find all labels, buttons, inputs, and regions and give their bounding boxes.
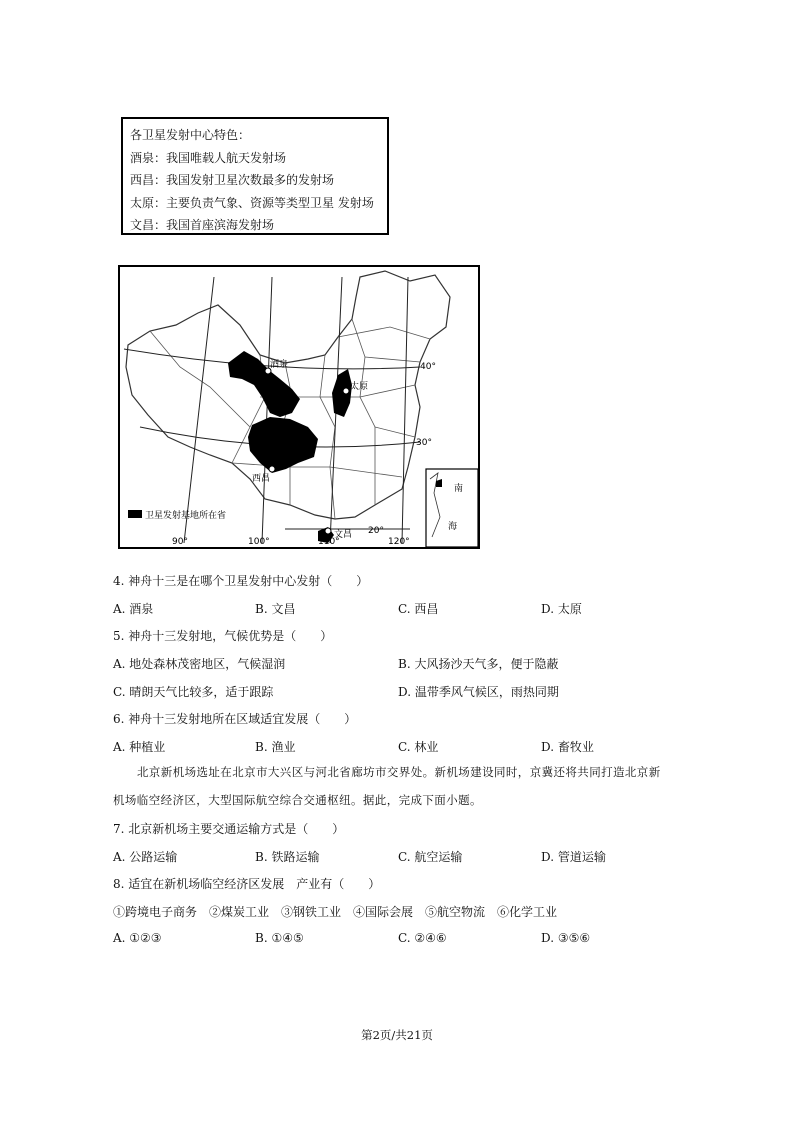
- q8-option-b[interactable]: B. ①④⑤: [255, 931, 304, 945]
- question-7-stem: 7. 北京新机场主要交通运输方式是（ ）: [113, 822, 345, 836]
- wenchang-marker: [325, 528, 331, 534]
- q8-option-a[interactable]: A. ①②③: [113, 931, 162, 945]
- info-line-xichang: 西昌：我国发射卫星次数最多的发射场: [130, 173, 335, 187]
- q4-option-d[interactable]: D. 太原: [541, 602, 582, 616]
- launch-center-info-box: [121, 117, 389, 235]
- q7-option-d[interactable]: D. 管道运输: [541, 850, 606, 864]
- q5-option-b[interactable]: B. 大风扬沙天气多，便于隐蔽: [398, 657, 559, 671]
- shanxi-region: [332, 369, 352, 417]
- label-lon-120: 120°: [388, 537, 410, 547]
- q8-option-d[interactable]: D. ③⑤⑥: [541, 931, 591, 945]
- q7-option-b[interactable]: B. 铁路运输: [255, 850, 320, 864]
- map-svg: [120, 267, 478, 547]
- legend-swatch: [128, 510, 142, 518]
- q6-option-b[interactable]: B. 渔业: [255, 740, 296, 754]
- info-box-title: 各卫星发射中心特色：: [130, 128, 251, 142]
- q4-option-b[interactable]: B. 文昌: [255, 602, 296, 616]
- question-8-items: ①跨境电子商务 ②煤炭工业 ③钢铁工业 ④国际会展 ⑤航空物流 ⑥化学工业: [113, 905, 558, 919]
- label-lat-30: 30°: [416, 438, 432, 448]
- q7-option-a[interactable]: A. 公路运输: [113, 850, 178, 864]
- info-line-taiyuan: 太原：主要负责气象、资源等类型卫星 发射场: [130, 195, 374, 210]
- q4-option-a[interactable]: A. 酒泉: [113, 602, 154, 616]
- legend-label: 卫星发射基地所在省: [145, 511, 227, 521]
- label-lon-90: 90°: [172, 537, 188, 547]
- q5-option-a[interactable]: A. 地处森林茂密地区，气候湿润: [113, 657, 286, 671]
- q5-option-c[interactable]: C. 晴朗天气比较多，适于跟踪: [113, 685, 274, 699]
- page-number: 第2页/共21页: [361, 1028, 433, 1042]
- q6-option-d[interactable]: D. 畜牧业: [541, 740, 594, 754]
- info-line-jiuquan: 酒泉：我国唯载人航天发射场: [130, 150, 287, 165]
- question-5-stem: 5. 神舟十三发射地，气候优势是（ ）: [113, 629, 333, 643]
- q8-option-c[interactable]: C. ②④⑥: [398, 931, 447, 945]
- xichang-marker: [269, 466, 275, 472]
- question-4-stem: 4. 神舟十三是在哪个卫星发射中心发射（ ）: [113, 574, 369, 588]
- inset-label-nan: 南: [454, 484, 464, 494]
- question-8-stem: 8. 适宜在新机场临空经济区发展 产业有（ ）: [113, 877, 381, 891]
- map-legend: [128, 509, 226, 521]
- label-lon-100: 100°: [248, 537, 270, 547]
- question-6-stem: 6. 神舟十三发射地所在区域适宜发展（ ）: [113, 712, 357, 726]
- label-taiyuan: 太原: [350, 382, 369, 392]
- label-lat-40: 40°: [420, 362, 436, 372]
- q4-option-c[interactable]: C. 西昌: [398, 602, 439, 616]
- label-lon-110: 110°: [318, 537, 340, 547]
- q7-option-c[interactable]: C. 航空运输: [398, 850, 463, 864]
- label-lat-20: 20°: [368, 526, 384, 536]
- south-china-sea-inset: [426, 469, 478, 547]
- q6-option-a[interactable]: A. 种植业: [113, 740, 166, 754]
- label-xichang: 西昌: [252, 474, 271, 484]
- q6-option-c[interactable]: C. 林业: [398, 740, 439, 754]
- passage-line-1: 北京新机场选址在北京市大兴区与河北省廊坊市交界处。新机场建设同时，京冀还将共同打造北京新: [137, 765, 661, 779]
- info-line-wenchang: 文昌：我国首座滨海发射场: [130, 218, 275, 232]
- label-jiuquan: 酒泉: [270, 360, 289, 370]
- china-launch-sites-map: [118, 265, 480, 549]
- passage-line-2: 机场临空经济区，大型国际航空综合交通枢纽。据此，完成下面小题。: [113, 793, 482, 807]
- label-wenchang: 文昌: [334, 530, 353, 540]
- taiyuan-marker: [343, 388, 349, 394]
- inset-label-hai: 海: [448, 522, 458, 532]
- q5-option-d[interactable]: D. 温带季风气候区，雨热同期: [398, 685, 559, 699]
